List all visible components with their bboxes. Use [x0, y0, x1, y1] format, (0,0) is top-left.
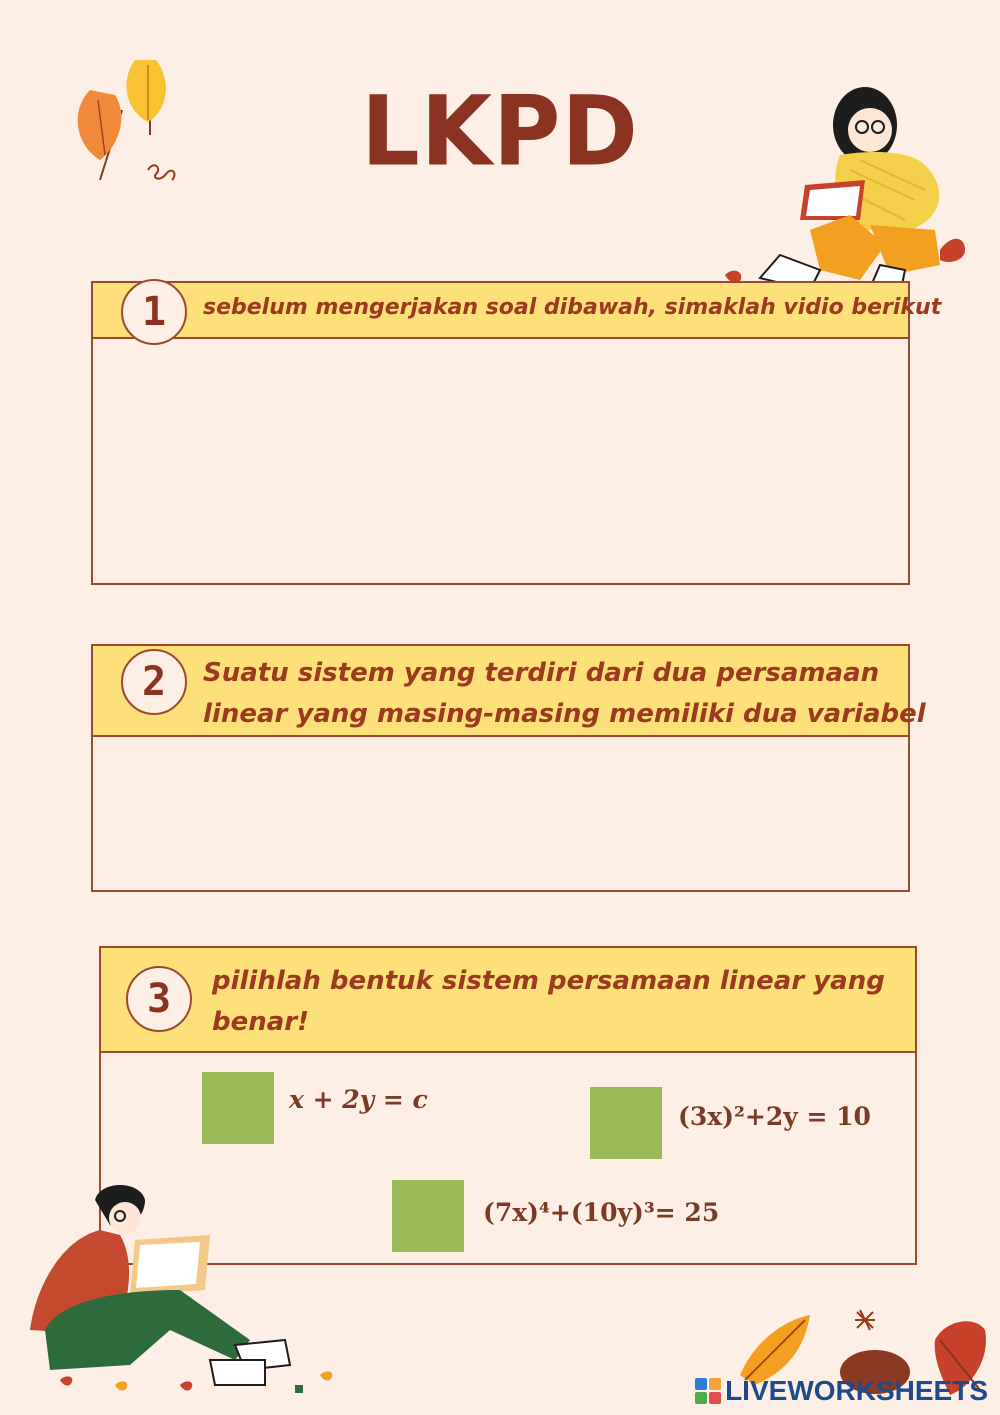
question-2-text-line1: Suatu sistem yang terdiri dari dua persamaan	[203, 658, 880, 688]
brand-watermark	[695, 1375, 988, 1407]
option-a-checkbox[interactable]	[202, 1072, 274, 1144]
question-1-number: 1	[121, 279, 187, 345]
brand-logo-icon	[695, 1378, 721, 1404]
option-c-equation: (7x)⁴+(10y)³= 25	[483, 1198, 720, 1227]
option-a-equation: x + 2y = c	[289, 1085, 428, 1114]
question-3-header	[101, 948, 915, 1053]
question-3-number: 3	[126, 966, 192, 1032]
brand-name: LIVEWORKSHEETS	[725, 1375, 988, 1406]
boy-reading-illustration	[20, 1180, 370, 1405]
question-2-text-line2: linear yang masing-masing memiliki dua variabel	[203, 699, 926, 729]
question-1-text: sebelum mengerjakan soal dibawah, simaklah vidio berikut	[203, 295, 942, 320]
option-b-equation: (3x)²+2y = 10	[678, 1102, 871, 1131]
question-3-text-line2: benar!	[212, 1007, 309, 1037]
question-1-card	[91, 281, 942, 585]
question-2-number: 2	[121, 649, 187, 715]
question-2-card	[91, 644, 926, 892]
page-title: LKPD	[361, 75, 639, 188]
option-c-checkbox[interactable]	[392, 1180, 464, 1252]
option-b-checkbox[interactable]	[590, 1087, 662, 1159]
girl-reading-illustration	[710, 80, 980, 300]
question-3-text-line1: pilihlah bentuk sistem persamaan linear yang	[212, 966, 885, 996]
